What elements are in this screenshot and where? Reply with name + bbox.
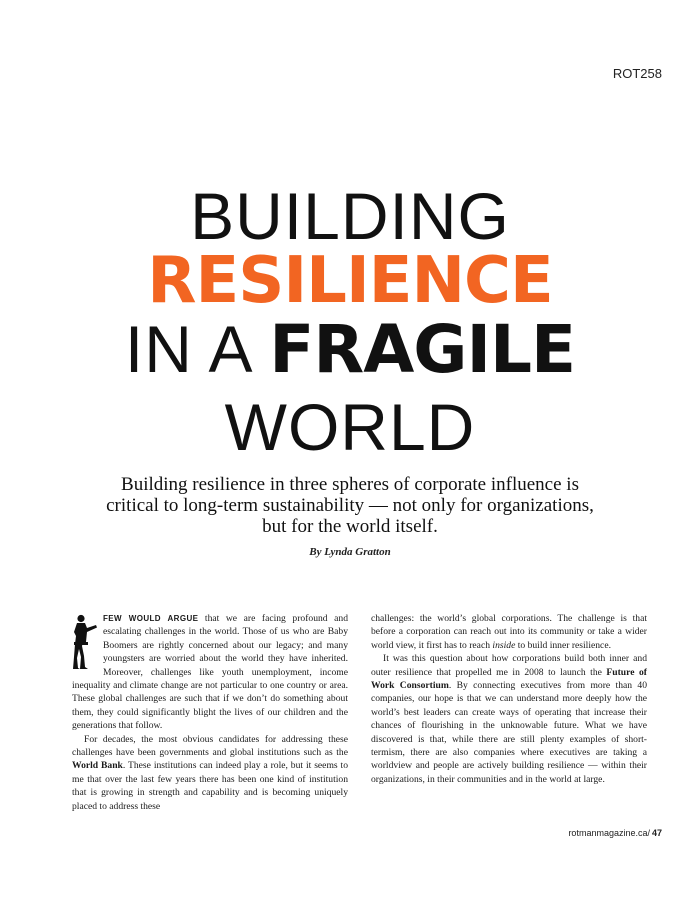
- site-url: rotmanmagazine.ca/: [568, 828, 650, 838]
- title-line-2: RESILIENCE: [147, 244, 553, 318]
- bold-term: World Bank: [72, 760, 123, 772]
- paragraph-text: challenges: the world’s global corporations. The challenge is that before a corporation can reach out into its community or take a wider world view, it first has to reach: [371, 613, 647, 651]
- article-code: ROT258: [612, 66, 662, 81]
- title-line-4: WORLD: [224, 390, 476, 464]
- silhouette-figure-icon: [72, 614, 98, 670]
- bold-term: Future of Work Consortium: [371, 666, 647, 692]
- lead-in: FEW WOULD ARGUE: [103, 614, 199, 623]
- paragraph-text: to build inner resilience.: [515, 639, 611, 651]
- title-line-3: [0, 311, 700, 388]
- page-folio: [568, 828, 662, 838]
- paragraph-text: It was this question about how corporations build both inner and outer resilience that propelled me in 2008 to launch the: [371, 653, 647, 678]
- paragraph-text: . By connecting executives from more than 40 companies, our hope is that we can understand more deeply how the world’s best leaders can create ways of operating that increase their chances of flourishing in the unknowable future. What we have discovered is that, while there are still plenty examples of short-termism, there are also companies where executives are taking a worldview and people are actively building resilience — within their organizations, in their communities and in the world at large.: [371, 680, 648, 785]
- title-line-3-bold: FRAGILE: [269, 311, 576, 388]
- deck: Building resilience in three spheres of corporate influence is critical to long-term sustainability — not only for organizations, but for the world itself.: [106, 474, 594, 537]
- paragraph-text: that we are facing profound and escalating challenges in the world. Those of us who are Baby Boomers are rightly concerned about our legacy; and many youngsters are worried about the world they have inherited. Moreover, challenges like youth unemployment, income inequality and climate change are not particular to one country or area. These global challenges are such that if we don’t do something about them, they could significantly blight the lives of our children and the generations that follow.: [72, 613, 348, 732]
- title-line-3-light: IN A: [124, 312, 270, 386]
- paragraph-text: . These institutions can indeed play a role, but it seems to me that over the last few years there has been one kind of institution that is growing in strength and capability and is becoming uniquely placed to address these: [72, 760, 348, 812]
- body-column-2: [371, 612, 647, 786]
- paragraph-text: For decades, the most obvious candidates for addressing these challenges have been governments and global institutions such as the: [72, 733, 348, 759]
- page-number: 47: [651, 828, 662, 838]
- byline: By Lynda Gratton: [309, 546, 391, 558]
- body-column-1: [72, 612, 348, 813]
- title-line-1: BUILDING: [190, 179, 510, 253]
- italic-term: inside: [492, 639, 516, 651]
